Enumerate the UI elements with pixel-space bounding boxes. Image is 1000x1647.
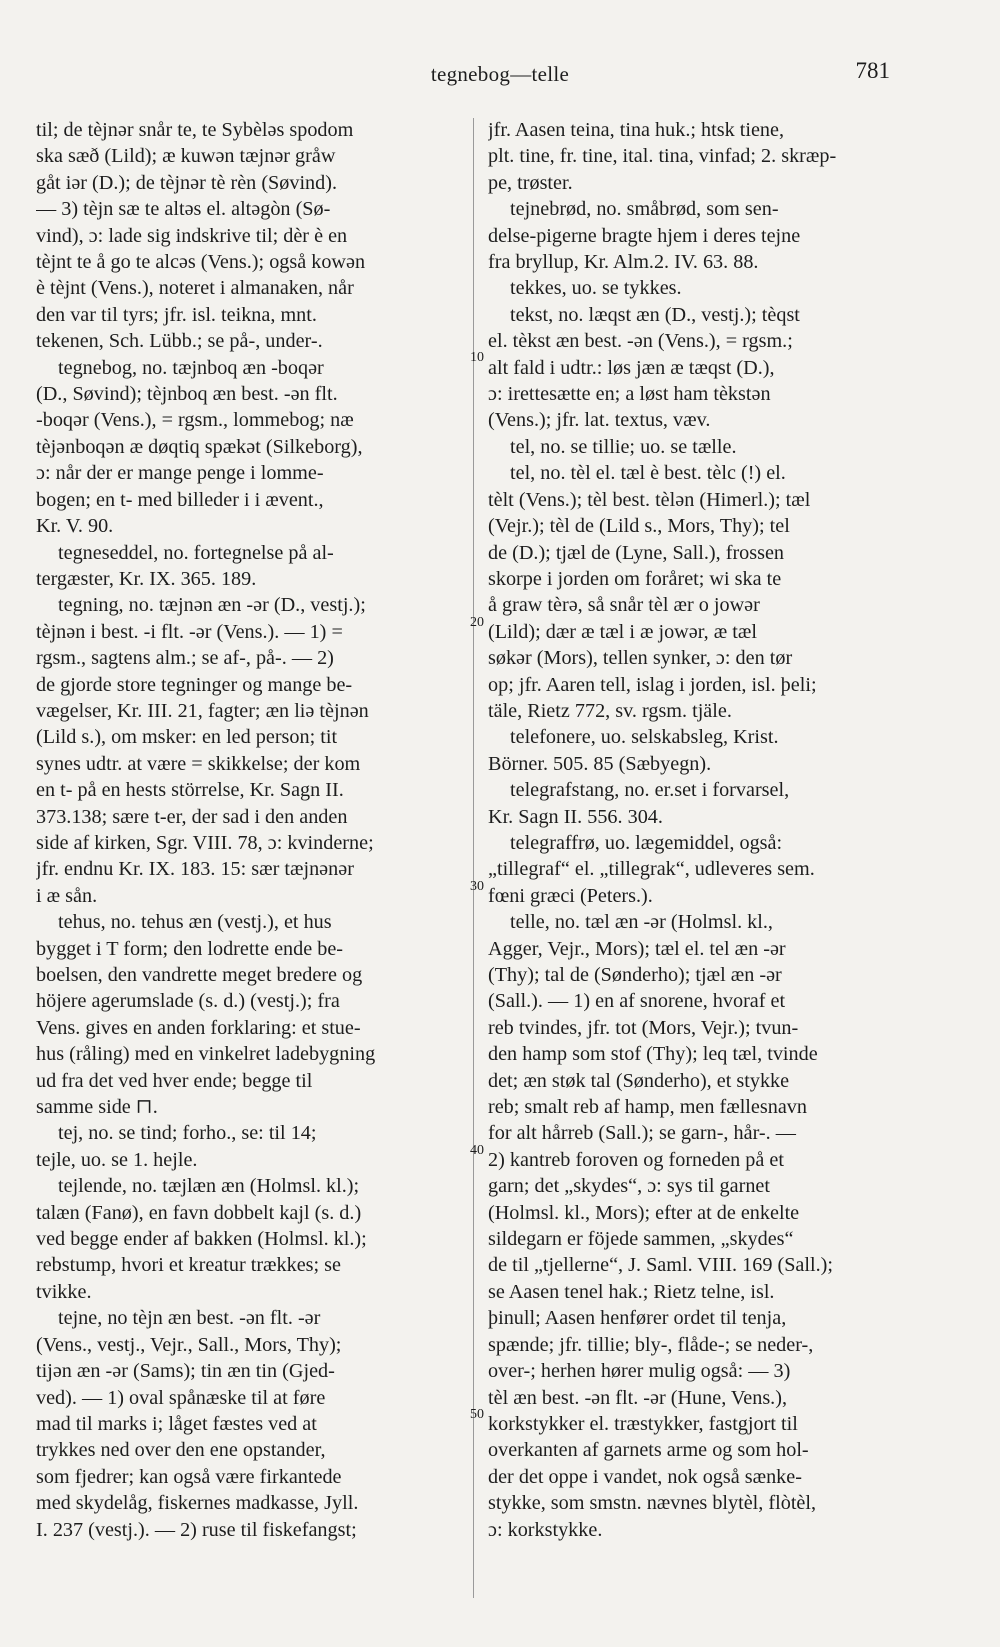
text-line: höjere agerumslade (s. d.) (vestj.); fra bbox=[36, 990, 340, 1013]
text-line: delse-pigerne bragte hjem i deres tejne bbox=[488, 224, 801, 247]
text-line: tèlt (Vens.); tèl best. tèlən (Himerl.); tæl bbox=[488, 488, 811, 511]
text-line: (Sall.). — 1) en af snorene, hvoraf et bbox=[488, 990, 786, 1013]
text-line: tèl æn best. -ən flt. -ər (Hune, Vens.), bbox=[488, 1386, 787, 1409]
text-line: det; æn støk tal (Sønderho), et stykke bbox=[488, 1069, 790, 1092]
line-number: 20 bbox=[470, 615, 484, 630]
text-line: ska sæð (Lild); æ kuwən tæjnər gråw bbox=[36, 145, 336, 168]
line-number: 30 bbox=[470, 879, 484, 894]
text-line: (Holmsl. kl., Mors); efter at de enkelte bbox=[488, 1201, 800, 1224]
text-line: garn; det „skydes“, ɔ: sys til garnet bbox=[488, 1175, 770, 1198]
text-line: tejnebrød, no. småbrød, som sen- bbox=[510, 198, 779, 221]
text-line: de gjorde store tegninger og mange be- bbox=[36, 673, 353, 696]
text-line: vægelser, Kr. III. 21, fagter; æn liə tèjnən bbox=[36, 699, 369, 722]
text-line: jfr. endnu Kr. IX. 183. 15: sær tæjnənər bbox=[36, 858, 354, 881]
text-line: täle, Rietz 772, sv. rgsm. tjäle. bbox=[488, 699, 732, 722]
text-line: tejne, no tèjn æn best. -ən flt. -ər bbox=[58, 1307, 321, 1330]
text-line: Agger, Vejr., Mors); tæl el. tel æn -ər bbox=[488, 937, 786, 960]
text-line: Kr. Sagn II. 556. 304. bbox=[488, 805, 663, 828]
text-line: ud fra det ved hver ende; begge til bbox=[36, 1069, 313, 1092]
text-line: overkanten af garnets arme og som hol- bbox=[488, 1439, 809, 1462]
text-line: stykke, som smstn. nævnes blytèl, flòtèl, bbox=[488, 1492, 817, 1515]
text-line: den hamp som stof (Thy); leq tæl, tvinde bbox=[488, 1043, 818, 1066]
text-line: talæn (Fanø), en favn dobbelt kajl (s. d.) bbox=[36, 1201, 362, 1224]
text-line: ɔ: irettesætte en; a løst ham tèkstən bbox=[488, 383, 771, 406]
text-line: trykkes ned over den ene opstander, bbox=[36, 1439, 326, 1462]
text-line: der det oppe i vandet, nok også sænke- bbox=[488, 1465, 802, 1488]
text-line: til; de tèjnər snår te, te Sybèləs spodom bbox=[36, 119, 354, 141]
page-number: 781 bbox=[855, 58, 890, 83]
text-line: den var til tyrs; jfr. isl. teikna, mnt. bbox=[36, 303, 317, 326]
text-line: tej, no. se tind; forho., se: til 14; bbox=[58, 1122, 317, 1145]
text-line: tegning, no. tæjnən æn -ər (D., vestj.); bbox=[58, 594, 366, 617]
column-divider bbox=[473, 118, 474, 1598]
text-line: en t- på en hests störrelse, Kr. Sagn II. bbox=[36, 779, 344, 802]
text-line: tekkes, uo. se tykkes. bbox=[510, 277, 682, 300]
text-line: tekenen, Sch. Lübb.; se på-, under-. bbox=[36, 330, 323, 353]
text-line: vind), ɔ: lade sig indskrive til; dèr è en bbox=[36, 224, 348, 247]
left-column bbox=[36, 117, 462, 1543]
text-line: op; jfr. Aaren tell, islag i jorden, isl. þeli; bbox=[488, 673, 817, 696]
text-line: over-; herhen hører mulig også: — 3) bbox=[488, 1360, 791, 1383]
text-line: jfr. Aasen teina, tina huk.; htsk tiene, bbox=[488, 119, 785, 141]
text-line: ved). — 1) oval spånæske til at føre bbox=[36, 1386, 326, 1409]
text-line: de (D.); tjæl de (Lyne, Sall.), frossen bbox=[488, 541, 785, 564]
text-line: sildegarn er föjede sammen, „skydes“ bbox=[488, 1228, 794, 1251]
text-line: telle, no. tæl æn -ər (Holmsl. kl., bbox=[510, 911, 773, 934]
text-line: þinull; Aasen henfører ordet til tenja, bbox=[488, 1307, 787, 1330]
text-line: I. 237 (vestj.). — 2) ruse til fiskefangst; bbox=[36, 1518, 357, 1541]
text-line: gåt iər (D.); de tèjnər tè rèn (Søvind). bbox=[36, 171, 338, 194]
text-line: -boqər (Vens.), = rgsm., lommebog; næ bbox=[36, 409, 354, 432]
text-line: tel, no. tèl el. tæl è best. tèlc (!) el. bbox=[510, 462, 786, 485]
text-line: bygget i T form; den lodrette ende be- bbox=[36, 937, 344, 960]
text-line: tèjənboqən æ døqtiq spækət (Silkeborg), bbox=[36, 435, 363, 458]
text-line: telefonere, uo. selskabsleg, Krist. bbox=[510, 726, 779, 749]
text-line: (Thy); tal de (Sønderho); tjæl æn -ər bbox=[488, 964, 782, 986]
running-head: tegnebog—telle bbox=[430, 62, 570, 86]
text-line: „tillegraf“ el. „tillegrak“, udleveres sem. bbox=[488, 858, 815, 881]
text-line: tehus, no. tehus æn (vestj.), et hus bbox=[58, 911, 332, 934]
text-line: tegneseddel, no. fortegnelse på al- bbox=[58, 541, 334, 564]
text-line: Vens. gives en anden forklaring: et stue- bbox=[36, 1016, 361, 1039]
text-line: rgsm., sagtens alm.; se af-, på-. — 2) bbox=[36, 647, 334, 670]
text-line: (Vens., vestj., Vejr., Sall., Mors, Thy); bbox=[36, 1333, 342, 1356]
text-line: tvikke. bbox=[36, 1280, 92, 1303]
text-line: (D., Søvind); tèjnboq æn best. -ən flt. bbox=[36, 383, 338, 406]
text-line: søkər (Mors), tellen synker, ɔ: den tør bbox=[488, 647, 793, 670]
text-line: med skydelåg, fiskernes madkasse, Jyll. bbox=[36, 1492, 359, 1515]
text-line: tejle, uo. se 1. hejle. bbox=[36, 1148, 198, 1171]
text-line: tèjnt te å go te alcəs (Vens.); også kowən bbox=[36, 251, 366, 274]
line-number: 40 bbox=[470, 1143, 484, 1158]
text-line: tekst, no. læqst æn (D., vestj.); tèqst bbox=[510, 303, 800, 326]
text-line: mad til marks i; låget fæstes ved at bbox=[36, 1412, 317, 1435]
text-line: pe, trøster. bbox=[488, 171, 573, 194]
text-line: reb; smalt reb af hamp, men fællesnavn bbox=[488, 1096, 807, 1119]
text-line: tijən æn -ər (Sams); tin æn tin (Gjed- bbox=[36, 1360, 335, 1383]
text-line: 2) kantreb foroven og forneden på et bbox=[488, 1148, 784, 1171]
text-line: (Vens.); jfr. lat. textus, væv. bbox=[488, 409, 711, 432]
text-line: for alt hårreb (Sall.); se garn-, hår-. — bbox=[488, 1122, 796, 1145]
text-line: ɔ: når der er mange penge i lomme- bbox=[36, 462, 324, 485]
text-line: tèjnən i best. -i flt. -ər (Vens.). — 1) = bbox=[36, 620, 343, 643]
text-line: è tèjnt (Vens.), noteret i almanaken, når bbox=[36, 277, 354, 300]
line-number: 10 bbox=[470, 350, 484, 365]
text-line: (Lild); dær æ tæl i æ jowər, æ tæl bbox=[488, 620, 757, 643]
text-line: tegnebog, no. tæjnboq æn -boqər bbox=[58, 356, 324, 379]
text-line: Kr. V. 90. bbox=[36, 515, 114, 538]
text-line: bogen; en t- med billeder i i ævent., bbox=[36, 488, 324, 511]
right-column bbox=[488, 117, 898, 1543]
text-line: ɔ: korkstykke. bbox=[488, 1518, 603, 1541]
text-line: som fjedrer; kan også være firkantede bbox=[36, 1465, 342, 1488]
text-line: el. tèkst æn best. -ən (Vens.), = rgsm.; bbox=[488, 330, 793, 353]
text-line: spænde; jfr. tillie; bly-, flåde-; se neder-, bbox=[488, 1333, 814, 1356]
text-line: (Lild s.), om msker: en led person; tit bbox=[36, 726, 338, 749]
text-line: hus (råling) med en vinkelret ladebygning bbox=[36, 1043, 376, 1066]
text-line: Börner. 505. 85 (Sæbyegn). bbox=[488, 752, 712, 775]
text-line: korkstykker el. træstykker, fastgjort til bbox=[488, 1412, 798, 1435]
text-line: synes udtr. at være = skikkelse; der kom bbox=[36, 752, 361, 775]
text-line: samme side ⊓. bbox=[36, 1096, 158, 1119]
text-line: å graw tèrə, så snår tèl ær o jowər bbox=[488, 594, 760, 617]
text-line: fra bryllup, Kr. Alm.2. IV. 63. 88. bbox=[488, 251, 759, 274]
line-number: 50 bbox=[470, 1407, 484, 1422]
text-line: ved begge ender af bakken (Holmsl. kl.); bbox=[36, 1228, 367, 1251]
text-line: skorpe i jorden om foråret; wi ska te bbox=[488, 567, 782, 590]
text-line: fœni græci (Peters.). bbox=[488, 884, 653, 907]
text-line: telegrafstang, no. er.set i forvarsel, bbox=[510, 779, 790, 802]
text-line: tejlende, no. tæjlæn æn (Holmsl. kl.); bbox=[58, 1175, 360, 1198]
text-line: plt. tine, fr. tine, ital. tina, vinfad; 2. skræp- bbox=[488, 145, 837, 168]
text-line: i æ sån. bbox=[36, 884, 98, 907]
text-line: rebstump, hvori et kreatur trækkes; se bbox=[36, 1254, 341, 1277]
text-line: de til „tjellerne“, J. Saml. VIII. 169 (Sall.); bbox=[488, 1254, 833, 1277]
text-line: side af kirken, Sgr. VIII. 78, ɔ: kvinderne; bbox=[36, 831, 374, 854]
text-line: (Vejr.); tèl de (Lild s., Mors, Thy); tel bbox=[488, 515, 790, 538]
text-line: telegraffrø, uo. lægemiddel, også: bbox=[510, 831, 783, 854]
text-line: reb tvindes, jfr. tot (Mors, Vejr.); tvun- bbox=[488, 1016, 799, 1039]
text-line: tel, no. se tillie; uo. se tælle. bbox=[510, 435, 737, 458]
text-line: boelsen, den vandrette meget bredere og bbox=[36, 964, 363, 986]
text-line: 373.138; sære t-er, der sad i den anden bbox=[36, 805, 348, 828]
text-line: alt fald i udtr.: løs jæn æ tæqst (D.), bbox=[488, 356, 775, 379]
text-line: se Aasen tenel hak.; Rietz telne, isl. bbox=[488, 1280, 775, 1303]
text-line: tergæster, Kr. IX. 365. 189. bbox=[36, 567, 257, 590]
text-line: — 3) tèjn sæ te altəs el. altəgòn (Sø- bbox=[36, 198, 331, 221]
